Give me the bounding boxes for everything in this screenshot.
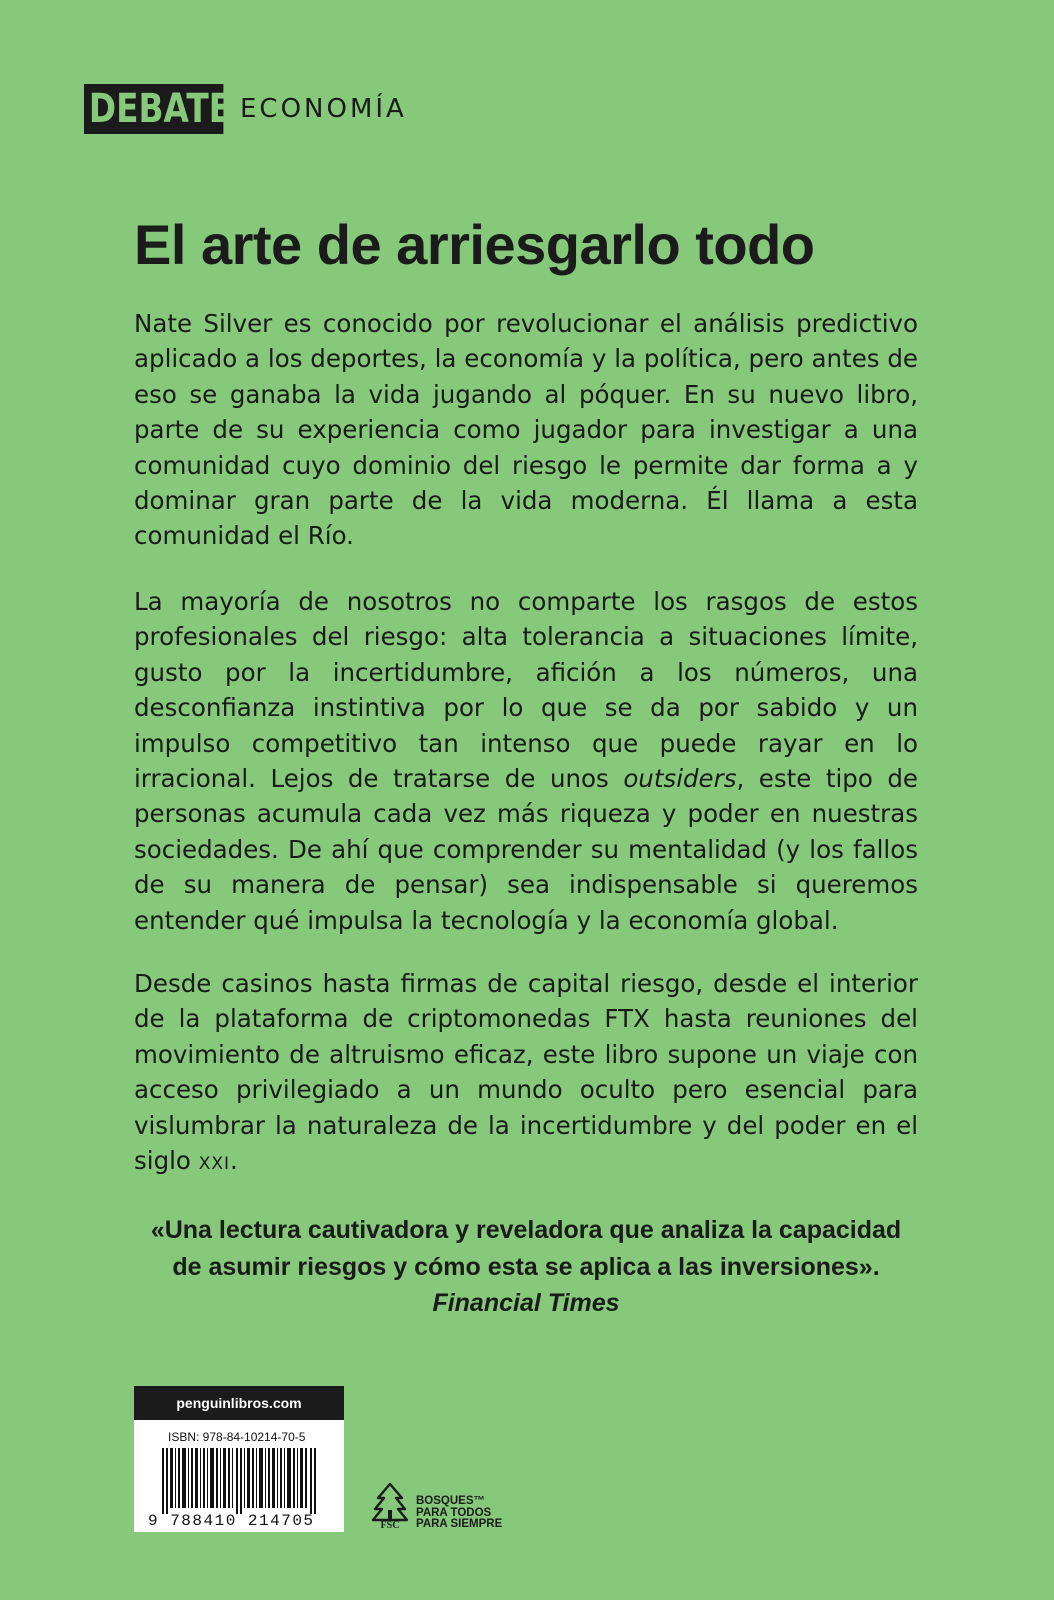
synopsis-paragraph-3 (134, 966, 918, 1182)
book-title: El arte de arriesgarlo todo (134, 213, 815, 276)
barcode-panel (134, 1386, 344, 1532)
fsc-label: FSC (380, 1520, 400, 1528)
paragraph-2-italic: outsiders (623, 764, 737, 794)
isbn-label: ISBN: 978-84-10214-70-5 (168, 1430, 306, 1444)
synopsis-paragraph-1: Nate Silver es conocido por revolucionar el análisis predictivo aplicado a los deportes, la economía y la política, pero antes de eso se ganaba la vida jugando al póquer. En su nuevo libro, parte de su experiencia como jugador para investigar a una comunidad cuyo dominio del riesgo le permite dar forma a y dominar gran parte de la vida moderna. Él llama a esta comunidad el Río. (134, 309, 918, 551)
quote-text: «Una lectura cautivadora y reveladora que analiza la capacidad de asumir riesgos y cómo esta se aplica a las inversiones». (150, 1216, 902, 1281)
imprint-name: DEBATE (84, 84, 223, 134)
fsc-tagline-line-1: BOSQUES™ (416, 1495, 486, 1507)
barcode-icon (162, 1448, 322, 1514)
fsc-tagline-line-2: PARA TODOS (416, 1506, 492, 1519)
century-numeral: XXI (198, 1154, 231, 1175)
quote-source: Financial Times (432, 1289, 620, 1317)
barcode-digits: 9 788410 214705 (148, 1512, 315, 1530)
series-name: ECONOMÍA (240, 94, 407, 124)
fsc-tree-icon (370, 1482, 410, 1528)
press-quote (134, 1212, 918, 1322)
publisher-logo (84, 84, 407, 134)
paragraph-2-text-b: , este tipo de personas acumula cada vez más riqueza y poder en nuestras sociedades. De ahí que comprender su mentalidad (y los fallos de su manera de pensar) sea indispensable si queremos entender qué impulsa la tecnología y la economía global. (134, 764, 918, 935)
fsc-tagline (416, 1496, 502, 1531)
fsc-logo (370, 1482, 502, 1531)
paragraph-2-text-a: La mayoría de nosotros no comparte los rasgos de estos profesionales del riesgo: alta tolerancia a situaciones límite, gusto por la incertidumbre, afición a los números, una desconfianza instintiva por lo que se da por sabido y un impulso competitivo tan intenso que puede rayar en lo irracional. Lejos de tratarse de unos (134, 587, 918, 794)
fsc-tagline-line-3: PARA SIEMPRE (416, 1518, 503, 1530)
synopsis-paragraph-2 (134, 584, 918, 938)
paragraph-3-text: Desde casinos hasta firmas de capital riesgo, desde el interior de la plataforma de criptomonedas FTX hasta reuniones del movimiento de altruismo eficaz, este libro supone un viaje con acceso privilegiado a un mundo oculto pero esencial para vislumbrar la naturaleza de la incertidumbre y del poder en el siglo (134, 969, 918, 1176)
paragraph-3-end: . (230, 1146, 238, 1176)
website-label: penguinlibros.com (134, 1386, 344, 1420)
